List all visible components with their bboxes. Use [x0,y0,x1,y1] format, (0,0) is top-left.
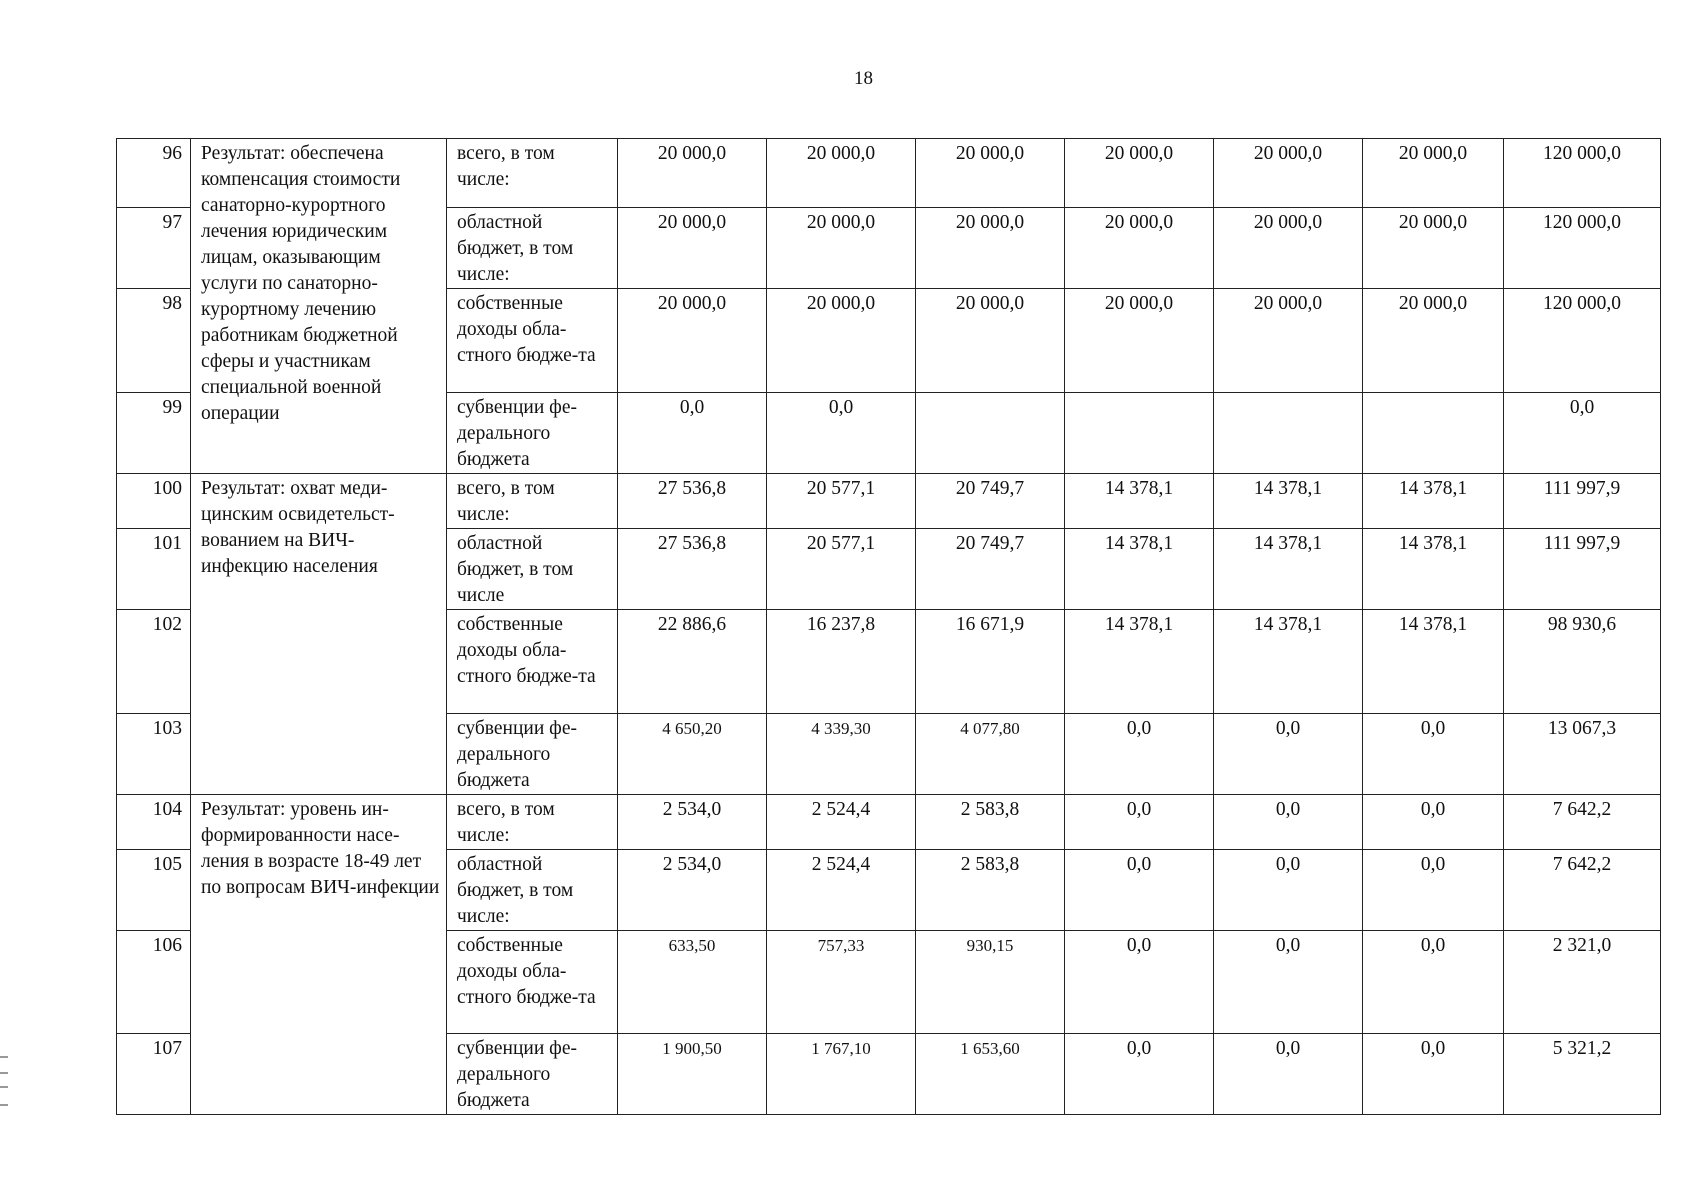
value-cell: 20 000,0 [916,139,1065,208]
result-description: Результат: уровень ин-формированности насе-ления в возрасте 18-49 лет по вопросам ВИЧ-инфекции [191,795,447,1115]
value-cell: 20 000,0 [916,289,1065,393]
value-cell: 2 583,8 [916,795,1065,850]
value-cell: 20 000,0 [767,289,916,393]
row-number: 97 [117,208,191,289]
row-number: 101 [117,529,191,610]
value-cell: 20 000,0 [1065,139,1214,208]
value-cell [1363,393,1504,474]
value-cell: 14 378,1 [1214,610,1363,714]
value-cell: 0,0 [1214,931,1363,1034]
row-number: 104 [117,795,191,850]
value-cell: 757,33 [767,931,916,1034]
value-cell: 4 339,30 [767,714,916,795]
value-cell: 20 749,7 [916,529,1065,610]
result-description: Результат: обеспечена компенсация стоимости санаторно-курортного лечения юридическим лицам, оказывающим услуги по санаторно-курортному лечению работникам бюджетной сферы и участникам специальной военной операции [191,139,447,474]
funding-category: субвенции фе-дерального бюджета [447,393,618,474]
value-cell: 0,0 [618,393,767,474]
table-row [117,795,1661,850]
value-cell: 1 900,50 [618,1034,767,1115]
value-cell [1214,393,1363,474]
value-cell: 22 886,6 [618,610,767,714]
value-cell: 2 534,0 [618,795,767,850]
value-cell [916,393,1065,474]
value-cell: 0,0 [1065,1034,1214,1115]
value-cell: 20 000,0 [1214,139,1363,208]
value-cell: 14 378,1 [1214,529,1363,610]
result-description: Результат: охват меди-цинским освидетельст-вованием на ВИЧ-инфекцию населения [191,474,447,795]
value-cell: 0,0 [1065,850,1214,931]
value-cell: 14 378,1 [1065,474,1214,529]
total-cell: 111 997,9 [1504,529,1661,610]
total-cell: 2 321,0 [1504,931,1661,1034]
value-cell: 0,0 [1363,931,1504,1034]
total-cell: 7 642,2 [1504,795,1661,850]
funding-category: собственные доходы обла-стного бюдже-та [447,931,618,1034]
funding-category: областной бюджет, в том числе [447,529,618,610]
value-cell: 4 650,20 [618,714,767,795]
value-cell: 2 524,4 [767,850,916,931]
funding-category: собственные доходы обла-стного бюдже-та [447,610,618,714]
value-cell: 0,0 [1363,714,1504,795]
funding-category: субвенции фе-дерального бюджета [447,714,618,795]
funding-category: собственные доходы обла-стного бюдже-та [447,289,618,393]
value-cell: 0,0 [1214,714,1363,795]
value-cell: 20 000,0 [1363,289,1504,393]
value-cell: 20 000,0 [767,139,916,208]
row-number: 102 [117,610,191,714]
value-cell: 20 000,0 [916,208,1065,289]
total-cell: 120 000,0 [1504,208,1661,289]
value-cell: 14 378,1 [1065,529,1214,610]
value-cell: 20 000,0 [1214,289,1363,393]
funding-category: всего, в том числе: [447,139,618,208]
total-cell: 120 000,0 [1504,139,1661,208]
funding-category: областной бюджет, в том числе: [447,850,618,931]
budget-table-body [117,139,1661,1115]
value-cell: 14 378,1 [1214,474,1363,529]
value-cell: 20 577,1 [767,474,916,529]
row-number: 98 [117,289,191,393]
value-cell: 16 237,8 [767,610,916,714]
row-number: 99 [117,393,191,474]
funding-category: всего, в том числе: [447,795,618,850]
value-cell: 20 000,0 [618,289,767,393]
scan-margin-mark [0,1056,8,1106]
value-cell: 0,0 [767,393,916,474]
value-cell: 0,0 [1065,795,1214,850]
value-cell: 0,0 [1363,1034,1504,1115]
value-cell: 0,0 [1363,795,1504,850]
funding-category: субвенции фе-дерального бюджета [447,1034,618,1115]
table-row [117,474,1661,529]
value-cell: 27 536,8 [618,474,767,529]
total-cell: 98 930,6 [1504,610,1661,714]
value-cell: 20 000,0 [1363,208,1504,289]
value-cell [1065,393,1214,474]
value-cell: 930,15 [916,931,1065,1034]
value-cell: 14 378,1 [1363,529,1504,610]
value-cell: 2 583,8 [916,850,1065,931]
total-cell: 120 000,0 [1504,289,1661,393]
funding-category: всего, в том числе: [447,474,618,529]
value-cell: 0,0 [1214,1034,1363,1115]
value-cell: 2 534,0 [618,850,767,931]
row-number: 96 [117,139,191,208]
row-number: 100 [117,474,191,529]
page-number: 18 [854,68,873,89]
table-row [117,139,1661,208]
value-cell: 20 000,0 [1065,289,1214,393]
total-cell: 5 321,2 [1504,1034,1661,1115]
value-cell: 1 767,10 [767,1034,916,1115]
value-cell: 1 653,60 [916,1034,1065,1115]
value-cell: 0,0 [1214,850,1363,931]
total-cell: 0,0 [1504,393,1661,474]
value-cell: 0,0 [1214,795,1363,850]
total-cell: 13 067,3 [1504,714,1661,795]
row-number: 103 [117,714,191,795]
value-cell: 20 000,0 [1065,208,1214,289]
value-cell: 0,0 [1065,931,1214,1034]
row-number: 106 [117,931,191,1034]
value-cell: 4 077,80 [916,714,1065,795]
value-cell: 14 378,1 [1363,610,1504,714]
value-cell: 2 524,4 [767,795,916,850]
budget-table [116,138,1661,1115]
value-cell: 16 671,9 [916,610,1065,714]
value-cell: 20 577,1 [767,529,916,610]
value-cell: 0,0 [1065,714,1214,795]
total-cell: 111 997,9 [1504,474,1661,529]
value-cell: 20 000,0 [618,208,767,289]
value-cell: 20 000,0 [618,139,767,208]
value-cell: 20 000,0 [767,208,916,289]
value-cell: 633,50 [618,931,767,1034]
value-cell: 14 378,1 [1065,610,1214,714]
value-cell: 20 749,7 [916,474,1065,529]
row-number: 105 [117,850,191,931]
total-cell: 7 642,2 [1504,850,1661,931]
funding-category: областной бюджет, в том числе: [447,208,618,289]
value-cell: 14 378,1 [1363,474,1504,529]
value-cell: 20 000,0 [1214,208,1363,289]
row-number: 107 [117,1034,191,1115]
value-cell: 27 536,8 [618,529,767,610]
value-cell: 20 000,0 [1363,139,1504,208]
value-cell: 0,0 [1363,850,1504,931]
